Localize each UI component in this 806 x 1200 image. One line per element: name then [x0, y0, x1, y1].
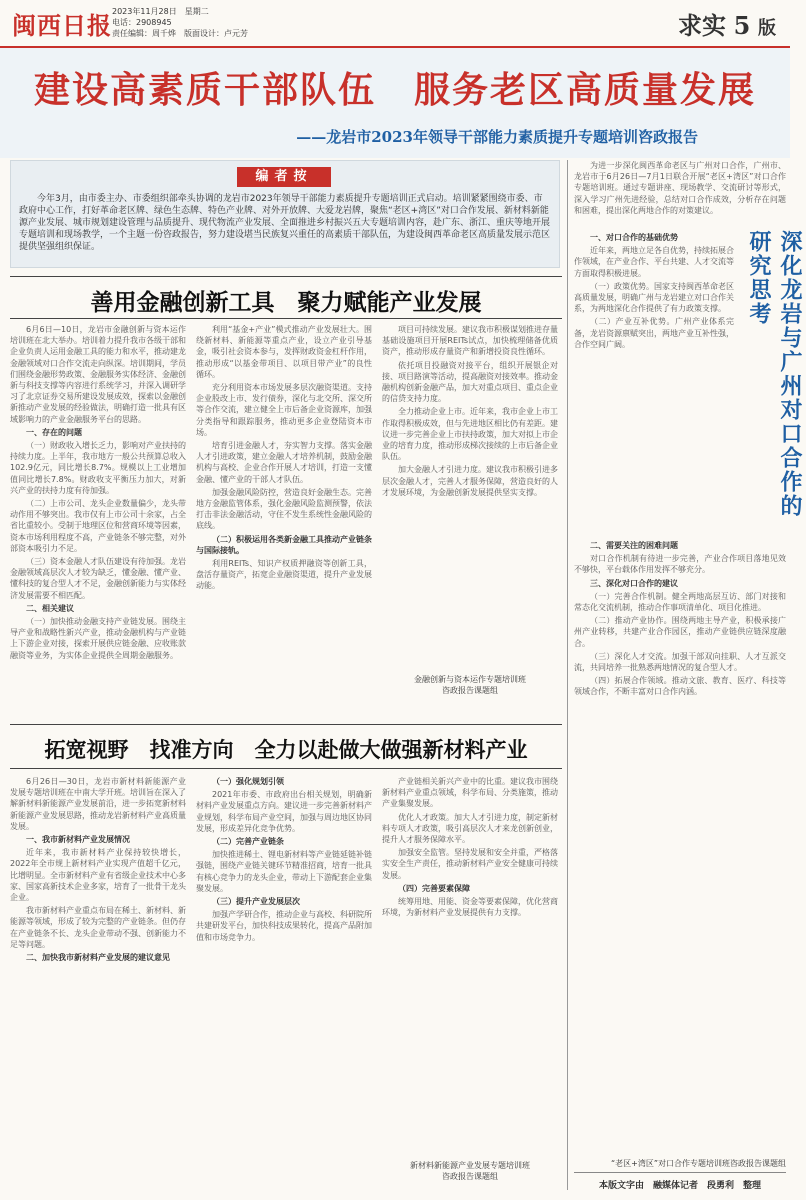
- paragraph: 加快推进稀土、锂电新材料等产业链延链补链强链，围绕产业链关键环节精准招商，培育一批具有核心竞争力的龙头企业，带动上下游配套企业集聚发展。: [196, 850, 372, 893]
- article1-column-1: [10, 324, 186, 708]
- paragraph: 利用“基金+产业”模式推动产业发展壮大。围绕新材料、新能源等重点产业，设立产业引导基金，吸引社会资本参与，发挥财政资金杠杆作用，推动形成“以基金带项目、以项目带产业”的良性循环。: [196, 325, 372, 379]
- article3-byline: “老区+湾区”对口合作专题培训班咨政报告课题组: [611, 1159, 786, 1168]
- byline-line: 咨政报告课题组: [442, 686, 498, 695]
- headline-banner: [0, 48, 790, 158]
- paragraph: 为进一步深化闽西革命老区与广州对口合作，广州市、龙岩市于6月26日—7月1日联合开展“老区+湾区”对口合作专题培训班。通过专题讲座、现场教学、交流研讨等形式，深入学习广州先进经验，总结对口合作成效，分析存在问题和困难，提出深化两地合作的对策建议。: [574, 161, 786, 215]
- paragraph: （一）加快推动金融支持产业链发展。围绕主导产业和战略性新兴产业，推动金融机构与产业链上下游企业对接，探索开展供应链金融、应收账款融资等业务，为实体企业提供全周期金融服务。: [10, 617, 186, 660]
- divider: [10, 276, 562, 277]
- divider: [10, 768, 562, 769]
- editor-note-tag: 编者按: [237, 167, 331, 187]
- masthead-meta: [112, 6, 248, 39]
- article3-intro: [574, 160, 786, 226]
- subheading: 二、需要关注的困难问题: [590, 541, 678, 550]
- divider: [10, 724, 562, 725]
- paragraph: （四）拓展合作领域。推动文旅、教育、医疗、科技等领域合作，不断丰富对口合作内涵。: [574, 676, 786, 697]
- subheading: （二）积极运用各类新金融工具推动产业链条与国际接轨。: [196, 534, 372, 555]
- editor-credits: 责任编辑：周千烨 版面设计：卢元芳: [112, 29, 248, 38]
- paragraph: 加强产学研合作，推动企业与高校、科研院所共建研发平台，加快科技成果转化，提高产品附加值和市场竞争力。: [196, 910, 372, 942]
- paragraph: （三）深化人才交流。加强干部双向挂职、人才互派交流，共同培养一批熟悉两地情况的复合型人才。: [574, 651, 786, 673]
- subheading: （二）完善产业链条: [212, 837, 284, 847]
- paragraph: 产业链相关新兴产业中的比重。建议我市围绕新材料产业重点领域，科学布局、分类施策，推动产业集聚发展。: [382, 777, 558, 809]
- paragraph: 6月6日—10日，龙岩市金融创新与资本运作培训班在北大举办。培训着力提升我市各级干部和企业负责人运用金融工具的能力和水平，推动建龙金融领域对口合作交流走向纵深。培训期间，学员们围绕金融形势政策、金融服务实体经济、金融创新与科技支撑等内容进行系统学习，并深入调研学习了北京证券交易所建设发展成效，探索以金融创新推动产业发展的经验做法，明确打造一批具有区域影响力的产业金融服务平台的思路。: [10, 325, 186, 424]
- newspaper-logo: 闽西日报: [12, 11, 112, 40]
- masthead: [0, 0, 790, 48]
- paragraph: 培育引进金融人才，夯实智力支撑。落实金融人才引进政策，建立金融人才培养机制，鼓励金融机构与高校、企业合作开展人才培训，打造一支懂金融、懂产业的干部人才队伍。: [196, 441, 372, 484]
- article1-column-3: [382, 324, 558, 668]
- column-divider: [567, 160, 568, 1190]
- main-headline: 建设高素质干部队伍 服务老区高质量发展: [33, 69, 756, 111]
- paragraph: 利用REITs、知识产权质押融资等创新工具，盘活存量资产，拓宽企业融资渠道，提升产业发展动能。: [196, 559, 372, 591]
- section-name: 求实: [677, 11, 726, 40]
- editor-note: [10, 160, 560, 268]
- subheading: 一、我市新材料产业发展情况: [26, 835, 130, 845]
- byline-line: 新材料新能源产业发展专题培训班: [410, 1161, 530, 1170]
- paragraph: 近年来，两地立足各自优势，持续拓展合作领域，在产业合作、平台共建、人才交流等方面取得积极进展。: [574, 246, 734, 278]
- issue-date: 2023年11月28日 星期二: [112, 7, 209, 16]
- paragraph: （一）财政收入增长乏力，影响对产业扶持的持续力度。上半年，我市地方一般公共预算总收入102.9亿元，同比增长8.7%。规模以上工业增加值同比增长7.8%。财政收支平衡压力加大，对新兴产业的扶持力度有待加强。: [10, 441, 186, 495]
- paragraph: 2021年市委、市政府出台相关规划，明确新材料产业发展重点方向。建议进一步完善新材料产业规划，科学布局产业空间，加强与周边地区协同发展，形成差异化竞争优势。: [196, 790, 372, 833]
- byline-line: 金融创新与资本运作专题培训班: [414, 675, 526, 684]
- subheading: 一、存在的问题: [26, 427, 82, 437]
- paragraph: 统筹用地、用能、资金等要素保障，优化营商环境，为新材料产业发展提供有力支撑。: [382, 897, 558, 918]
- paragraph: （一）完善合作机制。健全两地高层互访、部门对接和常态化交流机制，推动合作事项清单化、项目化推进。: [574, 591, 786, 613]
- paragraph: 依托项目投融资对接平台，组织开展银企对接、项目路演等活动，提高融资对接效率。推动金融机构创新金融产品，加大对重点项目、重点企业的信贷支持力度。: [382, 360, 558, 404]
- article3-title: 深化龙岩与广州对口合作的研究思考: [746, 230, 803, 518]
- editor-note-text: 今年3月，由市委主办、市委组织部牵头协调的龙岩市2023年领导干部能力素质提升专题培训正式启动。培训紧紧围绕市委、市政府中心工作，打好革命老区牌、绿色生态牌、特色产业牌、对外开放牌、大爱龙岩牌，聚焦“老区+湾区”对口合作发展、新材料新能源产业发展、城市规划建设管理与品质提升、现代物流产业发展、全面推进乡村振兴五大专题培训内容，赴广东、浙江、重庆等地开展专题培训和现场教学，一个主题一份咨政报告，努力建设堪当民族复兴重任的高素质干部队伍，为建设闽西革命老区高质量发展示范区提供坚强组织保证。: [19, 194, 551, 252]
- subheading: （四）完善要素保障: [398, 883, 470, 893]
- article2-column-2: [196, 776, 372, 1188]
- page-suffix: 版: [758, 18, 776, 39]
- section-tag: [678, 6, 776, 41]
- divider: [10, 318, 562, 319]
- subheading: 三、深化对口合作的建议: [590, 578, 678, 588]
- paragraph: 加大金融人才引进力度。建议我市积极引进多层次金融人才，完善人才服务保障，营造良好的人才发展环境，为金融创新发展提供坚实支撑。: [382, 465, 558, 497]
- paragraph: （三）资本金融人才队伍建设有待加强。龙岩金融领域高层次人才较为缺乏，懂金融、懂产业、懂科技的复合型人才不足，金融创新能力与实体经济发展需要不相匹配。: [10, 557, 186, 600]
- paragraph: 6月26日—30日，龙岩市新材料新能源产业发展专题培训班在中南大学开班。培训旨在深入了解新材料新能源产业发展前沿，进一步拓宽新材料新能源产业发展思路，推动龙岩新材料产业高质量发展。: [10, 777, 186, 831]
- footer-credit: 本版文字由 融媒体记者 段勇利 整理: [598, 1181, 761, 1191]
- article2-title: 拓宽视野 找准方向 全力以赴做大做强新材料产业: [44, 737, 528, 762]
- divider: [574, 1172, 786, 1173]
- paragraph: 近年来，我市新材料产业保持较快增长，2022年全市规上新材料产业实现产值超千亿元，比增明显。全市新材料产业有省级企业技术中心多家、国家高新技术企业多家，培育了一批骨干龙头企业。: [10, 848, 186, 903]
- article1-title: 善用金融创新工具 聚力赋能产业发展: [90, 289, 482, 316]
- byline-line: 咨政报告课题组: [442, 1172, 498, 1181]
- sub-headline: ——龙岩市2023年领导干部能力素质提升专题培训咨政报告: [296, 128, 698, 146]
- subheading: （三）提升产业发展层次: [212, 897, 300, 907]
- paragraph: 对口合作机制有待进一步完善，产业合作项目落地见效不够快，平台载体作用发挥不够充分。: [574, 554, 786, 575]
- paragraph: （二）产业互补优势。广州产业体系完备，龙岩资源禀赋突出，两地产业互补性强，合作空间广阔。: [574, 317, 734, 349]
- article2-column-1: [10, 776, 186, 1188]
- subheading: 一、对口合作的基础优势: [590, 233, 678, 242]
- article2-column-3: [382, 776, 558, 1152]
- article3-column-lower: [574, 540, 786, 1154]
- page-number: 5: [733, 11, 751, 40]
- paragraph: 加强安全监管。坚持发展和安全并重，严格落实安全生产责任，推动新材料产业安全健康可持续发展。: [382, 848, 558, 880]
- subheading: 二、加快我市新材料产业发展的建议意见: [26, 953, 170, 963]
- article3-column-upper: [574, 232, 734, 532]
- paragraph: （二）上市公司、龙头企业数量偏少，龙头带动作用不够突出。我市仅有上市公司十余家，占全省比重较小。受制于地理区位和营商环境等因素，资本市场利用程度不高，产业链条不够完整，对外部资本吸引力不足。: [10, 499, 186, 553]
- paragraph: （二）推动产业协作。围绕两地主导产业，积极承接广州产业转移，共建产业合作园区，推动产业链供应链深度融合。: [574, 616, 786, 648]
- article2-byline: [382, 1160, 558, 1182]
- article1-column-2: [196, 324, 372, 708]
- paragraph: 加强金融风险防控，营造良好金融生态。完善地方金融监管体系，强化金融风险监测预警，依法打击非法金融活动，守住不发生系统性金融风险的底线。: [196, 487, 372, 531]
- article1-byline: [382, 674, 558, 696]
- paragraph: 充分利用资本市场发展多层次融资渠道。支持企业股改上市、发行债券，深化与北交所、深交所等合作交流，建立健全上市后备企业资源库，加强分类指导和跟踪服务，推动更多企业登陆资本市场。: [196, 383, 372, 437]
- paragraph: 全力推动企业上市。近年来，我市企业上市工作取得积极成效，但与先进地区相比仍有差距。建议进一步完善企业上市扶持政策，加大对拟上市企业的培育力度，推动形成梯次接续的上市后备企业队伍。: [382, 407, 558, 462]
- paragraph: 优化人才政策。加大人才引进力度，制定新材料专项人才政策，吸引高层次人才来龙创新创业，提升人才服务保障水平。: [382, 812, 558, 845]
- paragraph: 我市新材料产业重点布局在稀土、新材料、新能源等领域，形成了较为完整的产业链条。但仍存在产业链条不长、龙头企业带动不强、创新能力不足等问题。: [10, 906, 186, 949]
- subheading: 二、相关建议: [26, 603, 74, 613]
- subheading: （一）强化规划引领: [212, 777, 284, 786]
- paragraph: （一）政策优势。国家支持闽西革命老区高质量发展，明确广州与龙岩建立对口合作关系，为两地深化合作提供了有力政策支撑。: [574, 281, 734, 314]
- paragraph: 项目可持续发展。建议我市积极谋划推进存量基础设施项目开展REITs试点，加快梳理储备优质资产，推动形成存量资产和新增投资良性循环。: [382, 325, 558, 357]
- phone: 电话：2908945: [112, 18, 172, 27]
